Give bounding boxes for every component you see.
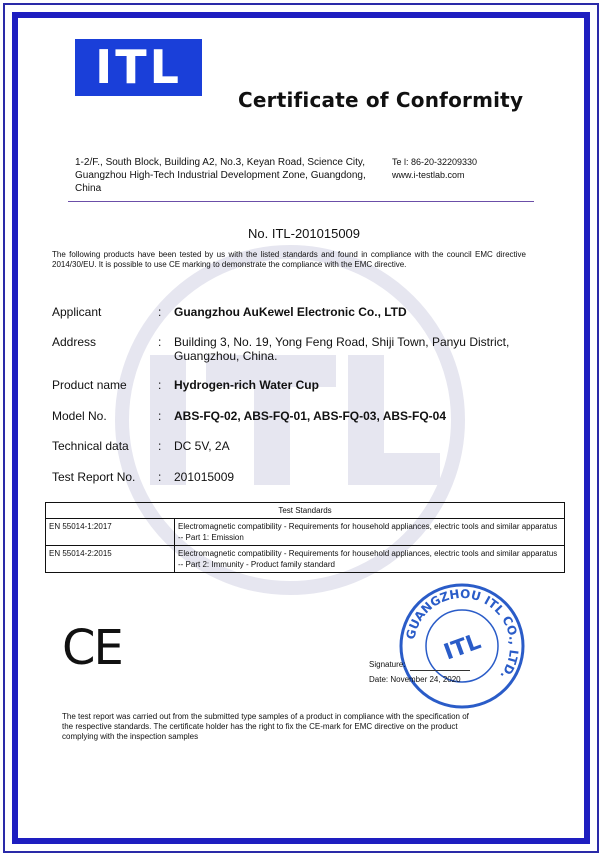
standard-code: EN 55014-1:2017: [46, 519, 175, 546]
address-line: 1-2/F., South Block, Building A2, No.3, Keyan Road, Science City,: [75, 157, 365, 168]
field-value: 201015009: [174, 470, 235, 484]
field-label: Technical data: [52, 439, 129, 453]
address-line: China: [75, 183, 102, 194]
company-address: [75, 156, 395, 195]
address-line-1: Building 3, No. 19, Yong Feng Road, Shiji Town, Panyu District,: [174, 335, 510, 349]
header-divider: [68, 201, 534, 202]
field-value: DC 5V, 2A: [174, 439, 230, 453]
signature-line: [410, 670, 470, 671]
field-label: Applicant: [52, 305, 102, 319]
field-colon: :: [158, 439, 162, 453]
table-header-row: [46, 503, 565, 519]
company-contact: [392, 156, 477, 182]
field-value: ABS-FQ-02, ABS-FQ-01, ABS-FQ-03, ABS-FQ-04: [174, 409, 447, 423]
intro-text: The following products have been tested by us with the listed standards and found in compliance with the council EMC directive 2014/30/EU. It is possible to use CE marking to demonstrate the compliance with the EMC directive.: [52, 250, 526, 269]
certificate-title: Certificate of Conformity: [238, 88, 524, 112]
standard-code: EN 55014-2:2015: [46, 546, 175, 573]
company-stamp: [398, 582, 526, 710]
footer-note: The test report was carried out from the submitted type samples of a product in compliance with the specification of the respective standards. The certificate holder has the right to fix the CE-mark for EMC directive on the product complying with the inspection samples: [62, 712, 469, 741]
standard-description: Electromagnetic compatibility - Requirements for household appliances, electric tools and similar apparatus -- Part 2: Immunity - Product family standard: [175, 546, 565, 573]
test-standards-table: [45, 502, 565, 573]
field-label: Model No.: [52, 409, 107, 423]
field-value: [174, 335, 574, 363]
field-label: Address: [52, 335, 97, 349]
certificate-number: No. ITL-201015009: [247, 226, 361, 241]
field-colon: :: [158, 470, 162, 484]
table-row: [46, 519, 565, 546]
itl-logo: ITL: [75, 39, 202, 96]
telephone: Te l: 86-20-32209330: [392, 157, 478, 167]
field-colon: :: [158, 335, 162, 349]
stamp-center-text: ITL: [440, 629, 485, 666]
signature-label: Signature:: [369, 660, 406, 669]
address-line-2: Guangzhou, China.: [174, 349, 278, 363]
table-row: [46, 546, 565, 573]
field-colon: :: [158, 378, 162, 392]
website: www.i-testlab.com: [392, 170, 465, 180]
ce-mark: CE: [62, 620, 122, 676]
field-label: Product name: [52, 378, 127, 392]
standard-description: Electromagnetic compatibility - Requirements for household appliances, electric tools and similar apparatus -- Part 1: Emission: [175, 519, 565, 546]
issue-date: Date: November 24, 2020: [369, 675, 461, 684]
table-header: Test Standards: [46, 503, 565, 519]
field-colon: :: [158, 409, 162, 423]
field-value: Hydrogen-rich Water Cup: [174, 378, 319, 392]
field-label: Test Report No.: [52, 470, 136, 484]
field-value: Guangzhou AuKewel Electronic Co., LTD: [174, 305, 407, 319]
address-line: Guangzhou High-Tech Industrial Development Zone, Guangdong,: [75, 170, 366, 181]
field-colon: :: [158, 305, 162, 319]
stamp-ring-text: GUANGZHOU ITL CO., LTD.: [403, 586, 522, 682]
